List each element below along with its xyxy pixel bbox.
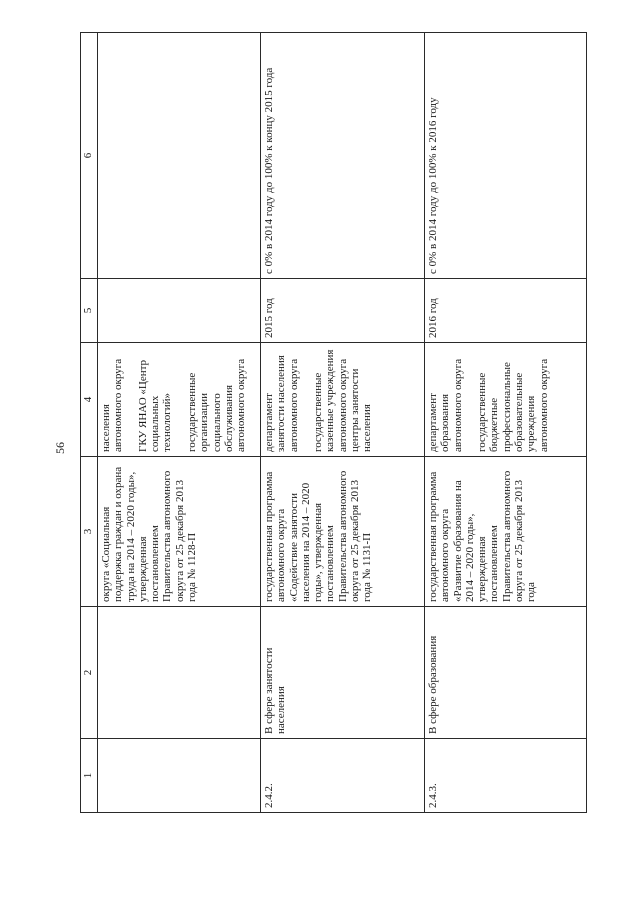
row-number-cell [98, 739, 261, 813]
header-cell-6: 6 [81, 33, 98, 279]
header-cell-3: 3 [81, 457, 98, 607]
executor-third: государственные организации социального обслуживания автономного округа [186, 358, 248, 452]
executor-second: ГКУ ЯНАО «Центр социальных технологий» [136, 359, 174, 452]
executor-main: департамент образования автономного округа [427, 358, 464, 452]
header-cell-4: 4 [81, 343, 98, 457]
deadline-cell [98, 279, 261, 343]
executor-main: департамент занятости населения автономного округа [263, 355, 300, 452]
executor-cell [98, 343, 261, 457]
header-cell-1: 1 [81, 739, 98, 813]
table-header-row [81, 33, 98, 813]
table-row [261, 33, 425, 813]
table-row [98, 33, 261, 813]
executor-second: государственные бюджетные профессиональные образовательные учреждения автономного округа [476, 358, 550, 452]
header-cell-2: 2 [81, 607, 98, 739]
executor-cell [425, 343, 587, 457]
table-row [425, 33, 587, 813]
executor-cell [261, 343, 425, 457]
header-cell-5: 5 [81, 279, 98, 343]
program-cell: округа «Социальная поддержка граждан и охрана труда на 2014 – 2020 годы», утвержденная постановлением Правительства автономного округа от 25 декабря 2013 года № 1128-П [98, 457, 261, 607]
sphere-cell: В сфере образования [425, 607, 587, 739]
row-number-cell: 2.4.3. [425, 739, 587, 813]
deadline-cell: 2016 год [425, 279, 587, 343]
program-cell: государственная программа автономного округа «Содействие занятости населения на 2014 – 2020 годы», утвержденная постановлением Правительства автономного округа от 25 декабря 2013 года № 1131-П [261, 457, 425, 607]
deadline-cell: 2015 год [261, 279, 425, 343]
document-table [80, 32, 587, 813]
executor-main: населения автономного округа [100, 358, 125, 452]
sphere-cell [98, 607, 261, 739]
executor-second: государственные казенные учреждения автономного округа центры занятости населения [312, 349, 374, 452]
indicator-cell: с 0% в 2014 году до 100% к 2016 году [425, 33, 587, 279]
indicator-cell: с 0% в 2014 году до 100% к концу 2015 года [261, 33, 425, 279]
row-number-cell: 2.4.2. [261, 739, 425, 813]
page-number: 56 [53, 442, 67, 454]
rotated-table-container [80, 33, 585, 813]
program-cell: государственная программа автономного округа «Развитие образования на 2014 – 2020 годы», утвержденная постановлением Правительства автономного округа от 25 декабря 2013 года [425, 457, 587, 607]
sphere-cell: В сфере занятости населения [261, 607, 425, 739]
indicator-cell [98, 33, 261, 279]
